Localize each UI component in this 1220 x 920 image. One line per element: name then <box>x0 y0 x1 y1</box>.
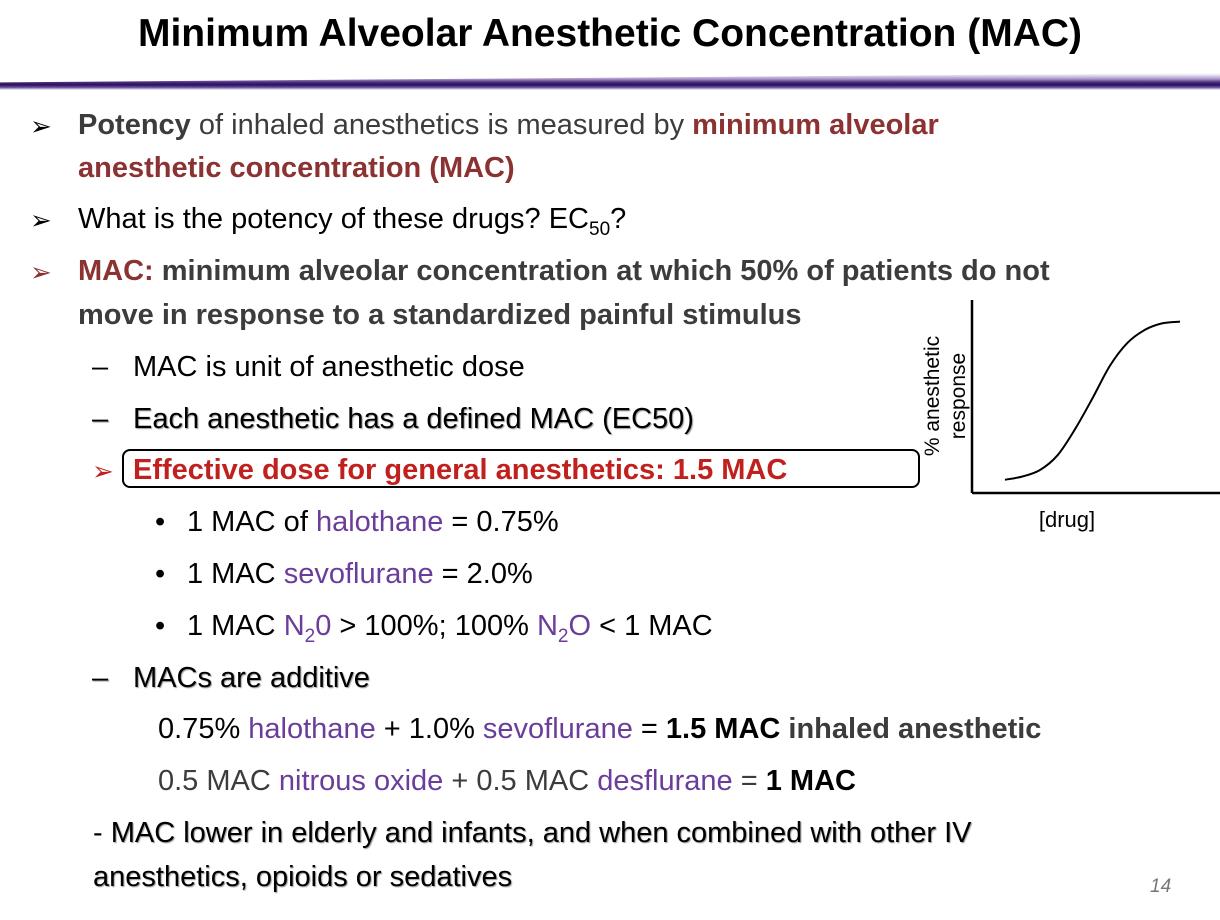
y-axis-label: response <box>947 352 970 440</box>
example-value: < 1 MAC <box>591 610 713 642</box>
drug-name: halothane <box>248 713 376 745</box>
page-number: 14 <box>1150 876 1172 897</box>
series-line <box>1005 322 1180 480</box>
equation-result: 1.5 MAC <box>665 713 781 745</box>
example-sevoflurane <box>187 557 533 591</box>
dash-marker: – <box>92 351 109 383</box>
potency-term: Potency <box>78 109 191 141</box>
additive-equation-2: 0.5 MAC nitrous oxide + 0.5 MAC desflurane = 1 MAC <box>158 765 856 797</box>
note-text: MAC lower in elderly and infants, and when combined with other IV <box>110 817 972 849</box>
example-text: > 100%; 100% <box>331 610 537 642</box>
example-halothane <box>187 505 559 539</box>
ec50-subscript: 50 <box>589 219 611 240</box>
drug-name: sevoflurane <box>283 558 434 590</box>
mac-definition-cont: move in response to a standardized painful stimulus <box>78 299 802 331</box>
bullet-potency-question <box>78 202 627 240</box>
example-value: = 2.0% <box>433 558 533 590</box>
drug-name: sevoflurane <box>482 713 633 745</box>
note-line-2: anesthetics, opioids or sedatives <box>93 861 513 893</box>
note-line-1 <box>93 816 972 850</box>
mac-highlight-cont: anesthetic concentration (MAC) <box>78 152 515 184</box>
arrow-bullet-marker: ➢ <box>30 111 52 141</box>
drug-name: $N_20$ <box>283 610 332 647</box>
additive-equation-1: 0.75% halothane + 1.0% sevoflurane = 1.5 MAC inhaled anesthetic <box>158 713 1042 745</box>
example-value: = 0.75% <box>443 506 559 538</box>
sub-item-defined-mac: Each anesthetic has a defined MAC (EC50) <box>133 403 694 435</box>
drug-name: halothane <box>315 506 444 538</box>
dose-response-chart <box>910 298 1220 538</box>
dot-marker: • <box>155 558 166 590</box>
dash-marker: – <box>92 403 109 435</box>
example-text: 1 MAC <box>187 610 284 642</box>
dot-marker: • <box>155 506 166 538</box>
example-nitrous <box>187 609 713 647</box>
page-title: Minimum Alveolar Anesthetic Concentration (MAC) <box>137 12 1083 55</box>
dash-marker: – <box>92 662 109 694</box>
question-end: ? <box>610 203 627 235</box>
bullet-potency <box>78 108 939 142</box>
arrow-bullet-marker: ➢ <box>30 205 52 235</box>
mac-highlight: minimum alveolar <box>692 109 939 141</box>
arrow-bullet-marker: ➢ <box>30 257 52 287</box>
arrow-bullet-marker: ➢ <box>92 456 114 486</box>
mac-definition-text: minimum alveolar concentration at which 50% of patients do not <box>153 255 1050 287</box>
sub-item-effective-dose: Effective dose for general anesthetics: 1.5 MAC <box>133 454 788 486</box>
x-axis-label: [drug] <box>1038 507 1096 532</box>
title-underline-bar <box>0 73 1220 90</box>
drug-name: desflurane <box>597 765 733 797</box>
question-text: What is the potency of these drugs? EC <box>78 203 589 235</box>
sub-item-additive: MACs are additive <box>133 662 370 694</box>
y-axis-label: % anesthetic <box>921 335 944 457</box>
sub-item-unit: MAC is unit of anesthetic dose <box>133 351 525 383</box>
drug-name: nitrous oxide <box>278 765 444 797</box>
equation-result: 1 MAC <box>765 765 856 797</box>
example-text: 1 MAC <box>187 558 284 590</box>
dot-marker: • <box>155 610 166 642</box>
potency-text: of inhaled anesthetics is measured by <box>190 109 693 141</box>
drug-name: $N_2O$ <box>536 610 592 647</box>
note-prefix: - <box>93 817 111 849</box>
bullet-mac-definition <box>78 254 1050 288</box>
example-text: 1 MAC of <box>187 506 316 538</box>
mac-label: MAC: <box>78 255 154 287</box>
